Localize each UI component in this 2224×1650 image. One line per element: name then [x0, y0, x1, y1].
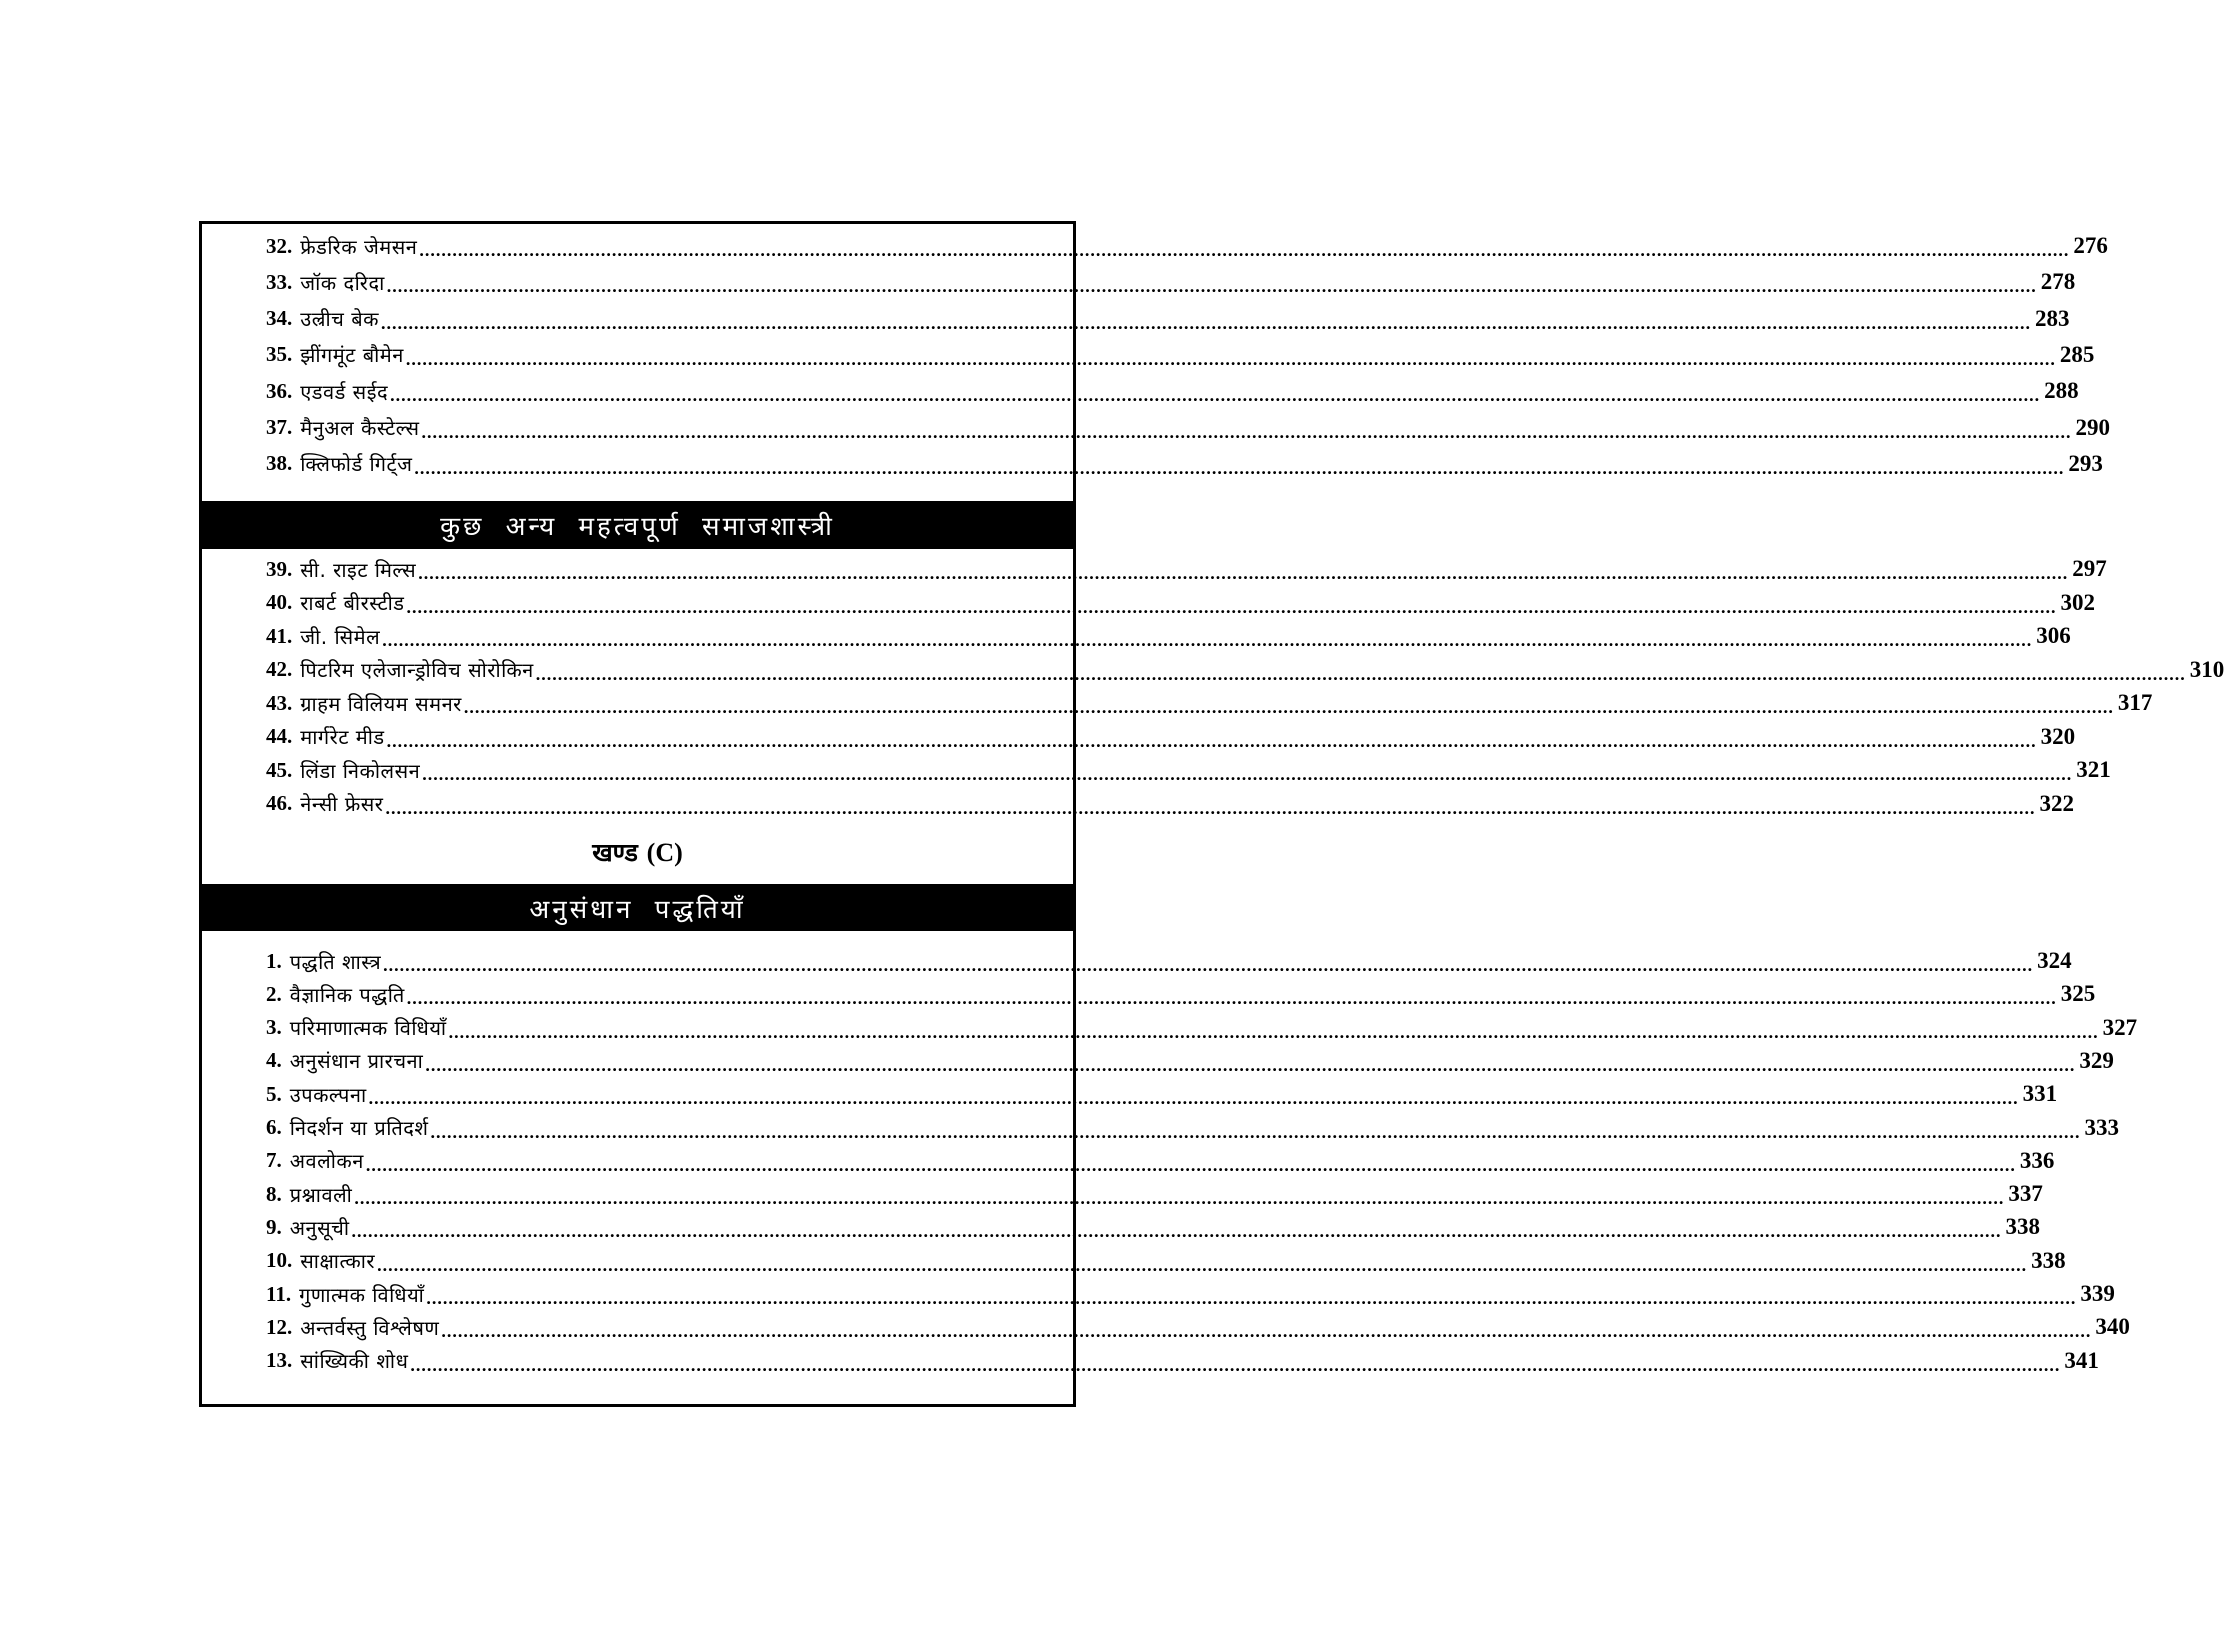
toc-entry	[266, 1210, 2041, 1244]
entry-title: परिमाणात्मक विधियाँ	[289, 1016, 447, 1041]
toc-entry	[266, 653, 2224, 687]
dot-leader: ............................................................................................................................................................................................................................................................................................................	[406, 596, 2057, 617]
entry-page-number: 321	[2076, 757, 2111, 782]
toc-entry	[266, 586, 2095, 620]
entry-number: 42.	[266, 657, 293, 681]
entry-number: 5.	[266, 1081, 282, 1106]
entry-title: पद्धति शास्त्र	[289, 949, 382, 974]
entry-number: 33.	[266, 269, 293, 294]
entry-number: 7.	[266, 1148, 282, 1173]
entry-page-number: 339	[2080, 1281, 2115, 1306]
entry-page-number: 322	[2039, 790, 2074, 816]
toc-entry	[266, 302, 2070, 336]
dot-leader: ............................................................................................................................................................................................................................................................................................................	[365, 1154, 2016, 1175]
dot-leader: ............................................................................................................................................................................................................................................................................................................	[418, 563, 2069, 583]
entry-title: अनुसंधान प्रारचना	[289, 1049, 424, 1074]
dot-leader: ............................................................................................................................................................................................................................................................................................................	[354, 1188, 2005, 1209]
entry-page-number: 283	[2035, 305, 2070, 331]
entry-title: जी. सिमेल	[300, 624, 381, 649]
dot-leader: ............................................................................................................................................................................................................................................................................................................	[425, 1054, 2076, 1075]
entry-title: गुणात्मक विधियाँ	[299, 1282, 425, 1307]
toc-entry	[266, 229, 2108, 263]
section-banner-research-methods	[202, 884, 1073, 931]
entry-title: पिटरिम एलेजान्ड्रोविच सोरोकिन	[300, 658, 534, 682]
dot-leader: ............................................................................................................................................................................................................................................................................................................	[414, 457, 2065, 478]
toc-entry	[266, 944, 2072, 978]
entry-page-number: 276	[2073, 233, 2108, 258]
dot-leader: ............................................................................................................................................................................................................................................................................................................	[386, 730, 2037, 751]
dot-leader: ............................................................................................................................................................................................................................................................................................................	[410, 1354, 2061, 1375]
entry-title: साक्षात्कार	[300, 1249, 376, 1274]
toc-entry	[266, 1144, 2055, 1178]
toc-entry	[266, 1344, 2099, 1378]
entry-title: एडवर्ड सईद	[300, 379, 389, 404]
entry-number: 32.	[266, 233, 293, 258]
entry-page-number: 340	[2095, 1314, 2130, 1340]
toc-entry	[266, 1044, 2114, 1078]
entry-number: 12.	[266, 1314, 293, 1339]
dot-leader: ............................................................................................................................................................................................................................................................................................................	[351, 1221, 2002, 1242]
entry-title: निदर्शन या प्रतिदर्श	[289, 1116, 429, 1140]
entry-title: अनुसूची	[289, 1215, 350, 1240]
dot-leader: ............................................................................................................................................................................................................................................................................................................	[381, 312, 2032, 333]
entry-number: 9.	[266, 1214, 282, 1239]
toc-entry	[266, 686, 2153, 720]
section-banner-other-sociologists	[202, 501, 1073, 549]
entry-number: 44.	[266, 724, 293, 748]
dot-leader: ............................................................................................................................................................................................................................................................................................................	[426, 1288, 2077, 1308]
entry-title: प्रश्नावली	[289, 1182, 353, 1207]
entry-number: 39.	[266, 556, 293, 581]
dot-leader: ............................................................................................................................................................................................................................................................................................................	[463, 697, 2114, 717]
toc-entry	[266, 1077, 2058, 1111]
dot-leader: ............................................................................................................................................................................................................................................................................................................	[406, 988, 2057, 1009]
dot-leader: ............................................................................................................................................................................................................................................................................................................	[368, 1088, 2019, 1109]
toc-entry	[266, 753, 2111, 787]
entry-title: अवलोकन	[289, 1149, 364, 1174]
entry-page-number: 310	[2189, 656, 2224, 682]
entry-page-number: 341	[2064, 1347, 2099, 1373]
entry-number: 3.	[266, 1015, 282, 1040]
dot-leader: ............................................................................................................................................................................................................................................................................................................	[441, 1321, 2092, 1342]
khand-letter: (C)	[646, 838, 683, 867]
entry-title: मैनुअल कैस्टेल्स	[300, 416, 420, 440]
entry-title: ग्राहम विलियम समनर	[300, 691, 462, 716]
banner-title: कुछ अन्य महत्वपूर्ण समाजशास्त्री	[440, 512, 835, 542]
entry-page-number: 288	[2044, 378, 2079, 404]
toc-entry	[266, 265, 2076, 299]
entry-number: 37.	[266, 415, 293, 439]
toc-entry	[266, 374, 2079, 408]
khand-label: खण्ड	[592, 838, 638, 867]
entry-title: वैज्ञानिक पद्धति	[289, 982, 405, 1007]
dot-leader: ............................................................................................................................................................................................................................................................................................................	[422, 764, 2073, 784]
entry-title: राबर्ट बीरस्टीड	[300, 591, 405, 615]
entry-title: नेन्सी फ्रेसर	[300, 792, 384, 816]
entry-page-number: 327	[2102, 1014, 2138, 1040]
dot-leader: ............................................................................................................................................................................................................................................................................................................	[383, 955, 2034, 975]
dot-leader: ............................................................................................................................................................................................................................................................................................................	[405, 348, 2056, 369]
toc-entry	[266, 720, 2076, 754]
dot-leader: ............................................................................................................................................................................................................................................................................................................	[535, 663, 2186, 684]
dot-leader: ............................................................................................................................................................................................................................................................................................................	[382, 630, 2033, 650]
toc-entry	[266, 977, 2096, 1011]
entry-page-number: 302	[2060, 589, 2095, 615]
toc-entry	[266, 787, 2074, 821]
entry-title: जॉक दरिदा	[300, 270, 385, 295]
dot-leader: ............................................................................................................................................................................................................................................................................................................	[385, 797, 2036, 818]
entry-title: अन्तर्वस्तु विश्लेषण	[300, 1315, 440, 1340]
entry-title: उल्रीच बेक	[300, 307, 380, 332]
entry-number: 34.	[266, 306, 293, 331]
toc-entry	[266, 1111, 2120, 1145]
entry-title: सांख्यिकी शोध	[300, 1349, 409, 1374]
entry-number: 8.	[266, 1181, 282, 1206]
entry-number: 36.	[266, 378, 293, 403]
entry-number: 45.	[266, 757, 293, 782]
toc-entry	[266, 411, 2111, 445]
dot-leader: ............................................................................................................................................................................................................................................................................................................	[390, 385, 2041, 406]
entry-page-number: 297	[2072, 556, 2107, 581]
entry-number: 13.	[266, 1348, 293, 1373]
entry-number: 6.	[266, 1115, 282, 1139]
entry-number: 41.	[266, 623, 293, 648]
entry-page-number: 329	[2079, 1047, 2114, 1073]
entry-page-number: 331	[2022, 1081, 2058, 1107]
entry-number: 43.	[266, 690, 293, 715]
toc-entry	[266, 1244, 2066, 1278]
entry-page-number: 317	[2117, 690, 2153, 715]
dot-leader: ............................................................................................................................................................................................................................................................................................................	[448, 1021, 2099, 1042]
entry-title: उपकल्पना	[289, 1082, 367, 1107]
entry-page-number: 278	[2040, 269, 2076, 295]
entry-page-number: 285	[2059, 341, 2095, 367]
dot-leader: ............................................................................................................................................................................................................................................................................................................	[419, 240, 2070, 260]
entry-number: 35.	[266, 342, 293, 367]
toc-entry	[266, 1011, 2138, 1045]
entry-number: 40.	[266, 590, 293, 614]
entry-number: 1.	[266, 948, 282, 973]
entry-number: 2.	[266, 981, 282, 1006]
entry-title: सी. राइट मिल्स	[300, 557, 417, 582]
entry-page-number: 336	[2019, 1147, 2055, 1173]
toc-entry	[266, 338, 2095, 372]
entry-page-number: 290	[2075, 414, 2111, 440]
entry-title: झींगमूंट बौमेन	[300, 343, 404, 368]
banner-title: अनुसंधान पद्धतियाँ	[529, 894, 746, 925]
toc-entry	[266, 552, 2107, 586]
toc-entry	[266, 1177, 2043, 1211]
dot-leader: ............................................................................................................................................................................................................................................................................................................	[430, 1121, 2081, 1142]
entry-title: फ्रेडरिक जेमसन	[300, 234, 418, 259]
entry-number: 46.	[266, 791, 293, 815]
entry-title: लिंडा निकोलसन	[300, 758, 421, 783]
toc-frame	[199, 221, 2224, 1407]
toc-entry	[266, 619, 2071, 653]
dot-leader: ............................................................................................................................................................................................................................................................................................................	[421, 421, 2072, 442]
entry-page-number: 337	[2008, 1181, 2043, 1207]
dot-leader: ............................................................................................................................................................................................................................................................................................................	[377, 1254, 2028, 1275]
dot-leader: ............................................................................................................................................................................................................................................................................................................	[386, 276, 2037, 297]
entry-number: 11.	[266, 1281, 292, 1306]
entry-number: 10.	[266, 1248, 293, 1273]
entry-page-number: 306	[2036, 623, 2071, 648]
entry-page-number: 324	[2037, 948, 2072, 973]
entry-title: मार्गरेट मीड	[300, 725, 385, 749]
entry-page-number: 293	[2068, 450, 2103, 476]
entry-page-number: 320	[2040, 723, 2076, 749]
toc-entry	[266, 1277, 2115, 1311]
entry-number: 4.	[266, 1048, 282, 1073]
entry-page-number: 338	[2031, 1247, 2066, 1273]
entry-page-number: 333	[2084, 1114, 2120, 1140]
entry-page-number: 325	[2060, 981, 2096, 1007]
entry-title: क्लिफोर्ड गिर्ट्ज	[300, 452, 413, 477]
khand-heading	[202, 835, 1073, 871]
entry-number: 38.	[266, 451, 293, 476]
toc-entry	[266, 1310, 2130, 1344]
toc-entry	[266, 447, 2103, 481]
entry-page-number: 338	[2005, 1214, 2041, 1240]
